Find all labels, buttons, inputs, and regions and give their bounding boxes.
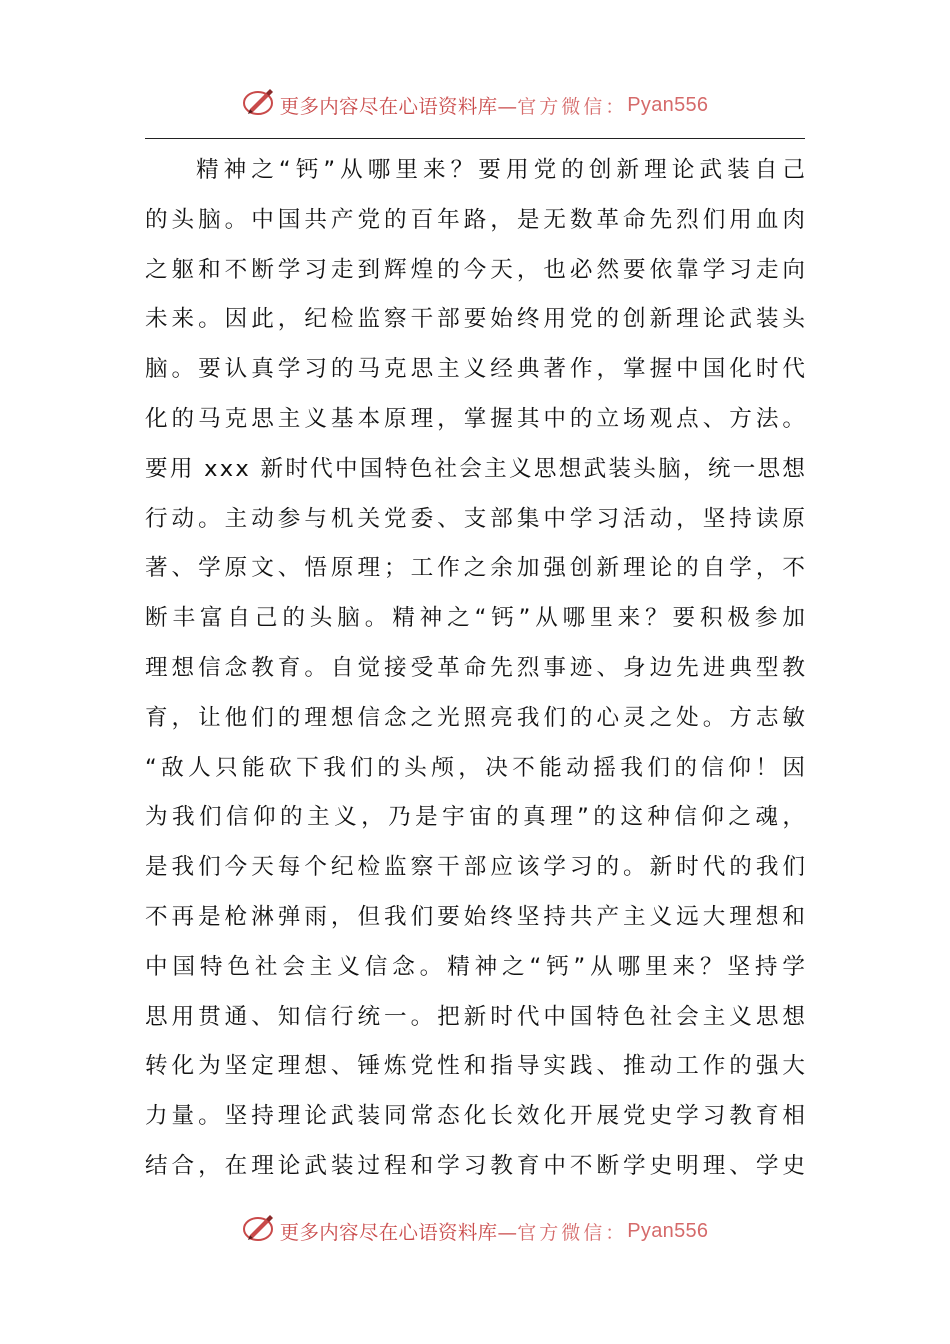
header-wechat-id: Pyan556 [627,93,709,116]
header-divider [145,138,805,139]
pen-logo-icon [242,85,276,119]
text-line: “敌人只能砍下我们的头颅，决不能动摇我们的信仰！因 [145,754,810,781]
header-slogan: 更多内容尽在心语资料库— [279,95,518,118]
text-line: 行动。主动参与机关党委、支部集中学习活动，坚持读原 [145,505,809,532]
page-footer [0,1210,950,1252]
text-line: 转化为坚定理想、锤炼党性和指导实践、推动工作的强大 [145,1053,809,1080]
text-line: 不再是枪淋弹雨，但我们要始终坚持共产主义远大理想和 [145,903,809,930]
text-line: 精神之“钙”从哪里来？要用党的创新理论武装自己 [196,157,811,183]
text-line: 中国特色社会主义信念。精神之“钙”从哪里来？坚持学 [145,953,810,980]
text-line: 结合，在理论武装过程和学习教育中不断学史明理、学史 [145,1152,809,1179]
text-line: 未来。因此，纪检监察干部要始终用党的创新理论武装头 [145,306,809,333]
footer-wechat-id: Pyan556 [627,1219,709,1242]
text-line: 之躯和不断学习走到辉煌的今天，也必然要依靠学习走向 [145,256,809,283]
text-line: 化的马克思主义基本原理，掌握其中的立场观点、方法。 [145,405,809,432]
text-line: 力量。坚持理论武装同常态化长效化开展党史学习教育相 [145,1103,809,1130]
text-line: 是我们今天每个纪检监察干部应该学习的。新时代的我们 [145,854,809,881]
text-line: 要用 xxx 新时代中国特色社会主义思想武装头脑，统一思想 [145,455,808,482]
text-line: 育，让他们的理想信念之光照亮我们的心灵之处。方志敏 [145,704,809,731]
header-wechat-label: 官方微信： [517,95,628,118]
text-line: 为我们信仰的主义，乃是宇宙的真理”的这种信仰之魂， [145,804,810,831]
footer-slogan: 更多内容尽在心语资料库— [279,1221,518,1244]
footer-wechat-label: 官方微信： [517,1221,628,1244]
body-paragraph [145,146,811,1192]
page-header [0,84,950,126]
text-line: 脑。要认真学习的马克思主义经典著作，掌握中国化时代 [145,356,809,383]
text-line: 思用贯通、知信行统一。把新时代中国特色社会主义思想 [145,1003,809,1030]
pen-logo-icon [242,1211,276,1245]
text-line: 著、学原文、悟原理；工作之余加强创新理论的自学，不 [145,555,809,582]
text-line: 的头脑。中国共产党的百年路，是无数革命先烈们用血肉 [145,206,809,233]
text-line: 断丰富自己的头脑。精神之“钙”从哪里来？要积极参加 [145,605,810,632]
text-line: 理想信念教育。自觉接受革命先烈事迹、身边先进典型教 [145,654,809,681]
